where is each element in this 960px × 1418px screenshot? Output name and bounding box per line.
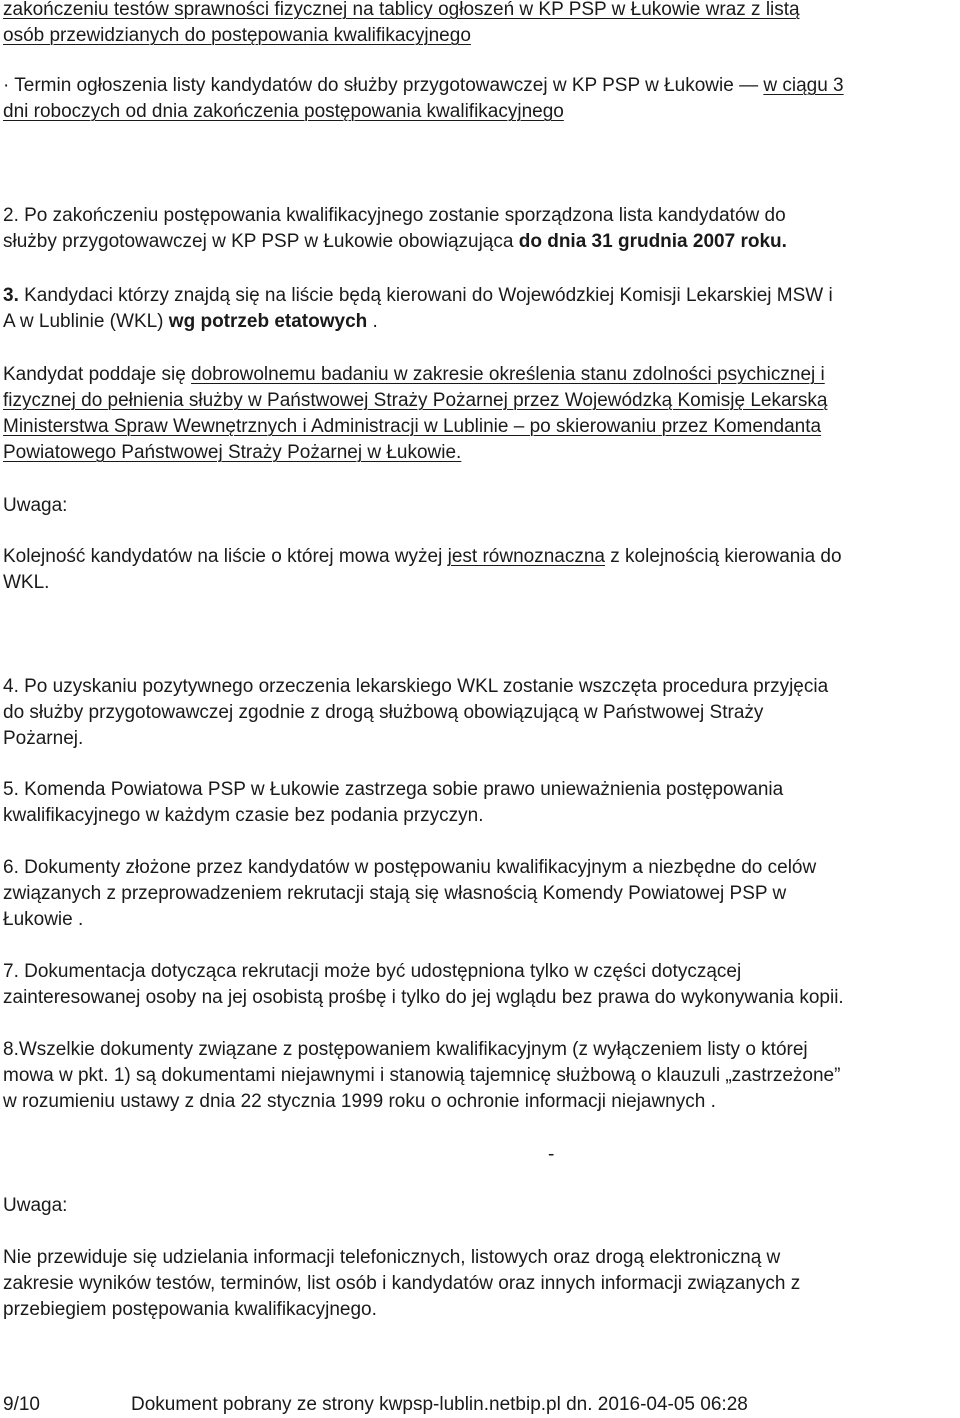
para-8-line-3: w rozumieniu ustawy z dnia 22 stycznia 1999 roku o ochronie informacji niejawnych . bbox=[3, 1091, 716, 1112]
candidate-underlined: dobrowolnemu badaniu w zakresie określenia stanu zdolności psychicznej i bbox=[191, 364, 825, 385]
intro-line-2: osób przewidzianych do postępowania kwalifikacyjnego bbox=[3, 25, 471, 46]
note-1-line-1 bbox=[3, 544, 842, 570]
term-line-1 bbox=[3, 73, 844, 99]
para-6-line-3: Łukowie . bbox=[3, 909, 84, 930]
para-4-line-3: Pożarnej. bbox=[3, 728, 84, 749]
para-3-text: Kandydaci którzy znajdą się na liście będą kierowani do Wojewódzkiej Komisji Lekarskiej MSW i bbox=[18, 285, 833, 306]
note-2-line-2: zakresie wyników testów, terminów, list osób i kandydatów oraz innych informacji związanych z bbox=[3, 1273, 801, 1294]
para-7-line-2: zainteresowanej osoby na jej osobistą prośbę i tylko do jej wglądu bez prawa do wykonywania kopii. bbox=[3, 987, 844, 1008]
para-8-line-2: mowa w pkt. 1) są dokumentami niejawnymi i stanowią tajemnicę służbową o klauzuli „zastrzeżone” bbox=[3, 1065, 841, 1086]
separator-dash: - bbox=[548, 1144, 555, 1165]
para-2-line-2 bbox=[3, 229, 787, 255]
para-5-line-2: kwalifikacyjnego w każdym czasie bez podania przyczyn. bbox=[3, 805, 484, 826]
page-footer bbox=[3, 1392, 748, 1418]
para-3-emphasis: wg potrzeb etatowych bbox=[168, 311, 368, 332]
para-3-line-2 bbox=[3, 309, 378, 335]
para-5-line-1: 5. Komenda Powiatowa PSP w Łukowie zastrzega sobie prawo unieważnienia postępowania bbox=[3, 779, 784, 800]
para-6-line-2: związanych z przeprowadzeniem rekrutacji stają się własnością Komendy Powiatowej PSP w bbox=[3, 883, 787, 904]
note-1-end: z kolejnością kierowania do bbox=[604, 546, 842, 567]
candidate-line-3: Ministerstwa Spraw Wewnętrznych i Administracji w Lublinie – po skierowaniu przez Komendanta bbox=[3, 416, 822, 437]
para-2-deadline: do dnia 31 grudnia 2007 roku. bbox=[518, 231, 787, 252]
candidate-line-1 bbox=[3, 362, 825, 388]
para-3-number: 3. bbox=[3, 285, 19, 306]
para-3-text-2: A w Lublinie (WKL) bbox=[3, 311, 169, 332]
note-2-label: Uwaga: bbox=[3, 1195, 68, 1216]
para-7-line-1: 7. Dokumentacja dotycząca rekrutacji może być udostępniona tylko w części dotyczącej bbox=[3, 961, 742, 982]
note-1-text: Kolejność kandydatów na liście o której mowa wyżej bbox=[3, 546, 448, 567]
para-4-line-1: 4. Po uzyskaniu pozytywnego orzeczenia lekarskiego WKL zostanie wszczęta procedura przyjęcia bbox=[3, 676, 829, 697]
para-4-line-2: do służby przygotowawczej zgodnie z drogą służbową obowiązującą w Państwowej Straży bbox=[3, 702, 764, 723]
candidate-line-4: Powiatowego Państwowej Straży Pożarnej w Łukowie. bbox=[3, 442, 462, 463]
download-source: Dokument pobrany ze strony kwpsp-lublin.netbip.pl dn. 2016-04-05 06:28 bbox=[131, 1394, 748, 1415]
term-text: · Termin ogłoszenia listy kandydatów do służby przygotowawczej w KP PSP w Łukowie — bbox=[3, 75, 764, 96]
page-number: 9/10 bbox=[3, 1394, 40, 1415]
intro-line-1: zakończeniu testów sprawności fizycznej na tablicy ogłoszeń w KP PSP w Łukowie wraz z listą bbox=[3, 0, 800, 20]
note-2-line-3: przebiegiem postępowania kwalifikacyjnego. bbox=[3, 1299, 377, 1320]
term-deadline: w ciągu 3 bbox=[763, 75, 844, 96]
note-1-line-2: WKL. bbox=[3, 572, 50, 593]
note-1-label: Uwaga: bbox=[3, 495, 68, 516]
para-2-line-1: 2. Po zakończeniu postępowania kwalifikacyjnego zostanie sporządzona lista kandydatów do bbox=[3, 205, 786, 226]
term-line-2: dni roboczych od dnia zakończenia postępowania kwalifikacyjnego bbox=[3, 101, 564, 122]
candidate-line-2: fizycznej do pełnienia służby w Państwowej Straży Pożarnej przez Wojewódzką Komisję Lekarską bbox=[3, 390, 828, 411]
note-2-line-1: Nie przewiduje się udzielania informacji telefonicznych, listowych oraz drogą elektroniczną w bbox=[3, 1247, 781, 1268]
note-1-underlined: jest równoznaczna bbox=[447, 546, 605, 567]
para-8-line-1: 8.Wszelkie dokumenty związane z postępowaniem kwalifikacyjnym (z wyłączeniem listy o której bbox=[3, 1039, 808, 1060]
para-6-line-1: 6. Dokumenty złożone przez kandydatów w postępowaniu kwalifikacyjnym a niezbędne do celów bbox=[3, 857, 817, 878]
candidate-text: Kandydat poddaje się bbox=[3, 364, 192, 385]
para-3-end: . bbox=[367, 311, 378, 332]
para-3-line-1 bbox=[3, 283, 833, 309]
para-2-text: służby przygotowawczej w KP PSP w Łukowie obowiązująca bbox=[3, 231, 519, 252]
